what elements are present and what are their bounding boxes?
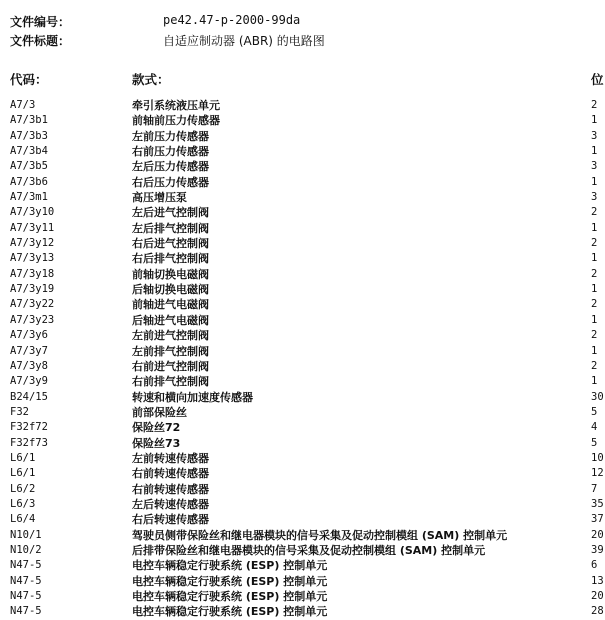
row-code: A7/3y13 — [10, 252, 55, 265]
row-code: A7/3y10 — [10, 206, 55, 219]
row-code: A7/3y11 — [10, 221, 55, 234]
row-position: 4 — [591, 421, 598, 434]
row-code: A7/3y9 — [10, 375, 48, 388]
column-header-code: 代码： — [10, 72, 48, 87]
table-row — [0, 282, 605, 297]
row-position: 37 — [591, 513, 604, 526]
row-style: 前轴进气电磁阀 — [132, 298, 209, 312]
row-position: 30 — [591, 390, 604, 403]
row-style: 右前转速传感器 — [132, 467, 209, 481]
row-position: 2 — [591, 206, 598, 219]
row-style: 左前排气控制阀 — [132, 344, 209, 358]
table-row — [0, 113, 605, 128]
row-position: 7 — [591, 482, 598, 495]
doc-number-label: 文件编号： — [10, 15, 71, 29]
table-row — [0, 205, 605, 220]
row-code: L6/3 — [10, 497, 36, 510]
row-code: A7/3m1 — [10, 191, 48, 204]
row-code: A7/3y22 — [10, 298, 55, 311]
row-style: 左后进气控制阀 — [132, 206, 209, 220]
row-style: 前轴前压力传感器 — [132, 114, 220, 128]
row-position: 1 — [591, 313, 598, 326]
row-style: 右后转速传感器 — [132, 513, 209, 527]
row-code: F32f72 — [10, 421, 48, 434]
doc-title-label: 文件标题： — [10, 34, 71, 48]
row-code: N47-5 — [10, 605, 42, 618]
row-position: 1 — [591, 114, 598, 127]
row-code: A7/3b6 — [10, 175, 48, 188]
row-position: 1 — [591, 252, 598, 265]
row-code: N10/1 — [10, 528, 42, 541]
row-code: L6/4 — [10, 513, 36, 526]
row-code: L6/1 — [10, 467, 36, 480]
row-position: 1 — [591, 221, 598, 234]
table-row — [0, 543, 605, 558]
component-table — [0, 98, 605, 620]
row-code: A7/3b4 — [10, 145, 48, 158]
row-style: 右后进气控制阀 — [132, 237, 209, 251]
table-row — [0, 313, 605, 328]
row-code: A7/3y8 — [10, 359, 48, 372]
table-row — [0, 466, 605, 481]
row-position: 35 — [591, 497, 604, 510]
row-code: L6/1 — [10, 451, 36, 464]
row-position: 3 — [591, 129, 598, 142]
row-code: A7/3y19 — [10, 283, 55, 296]
row-style: 驾驶员侧带保险丝和继电器模块的信号采集及促动控制模组 (SAM) 控制单元 — [132, 528, 508, 542]
row-position: 2 — [591, 267, 598, 280]
table-row — [0, 190, 605, 205]
table-row — [0, 574, 605, 589]
table-row — [0, 390, 605, 405]
table-row — [0, 512, 605, 527]
table-row — [0, 420, 605, 435]
row-position: 1 — [591, 375, 598, 388]
row-style: 电控车辆稳定行驶系统 (ESP) 控制单元 — [132, 590, 328, 603]
row-code: B24/15 — [10, 390, 48, 403]
row-code: A7/3 — [10, 99, 36, 111]
row-position: 6 — [591, 559, 598, 572]
row-style: 高压增压泵 — [132, 191, 187, 205]
row-style: 右前进气控制阀 — [132, 359, 209, 373]
row-code: N47-5 — [10, 574, 42, 587]
table-row — [0, 251, 605, 266]
row-code: N47-5 — [10, 590, 42, 602]
table-row — [0, 297, 605, 312]
row-code: N10/2 — [10, 543, 42, 556]
row-style: 左后排气控制阀 — [132, 221, 209, 235]
table-row — [0, 221, 605, 236]
row-style: 电控车辆稳定行驶系统 (ESP) 控制单元 — [132, 605, 328, 619]
row-code: A7/3y23 — [10, 313, 55, 326]
row-style: 保险丝72 — [132, 421, 181, 435]
row-style: 右前排气控制阀 — [132, 375, 209, 389]
row-position: 1 — [591, 283, 598, 296]
row-style: 后排带保险丝和继电器模块的信号采集及促动控制模组 (SAM) 控制单元 — [132, 543, 486, 557]
doc-title-value: 自适应制动器 (ABR) 的电路图 — [163, 34, 325, 48]
table-row — [0, 359, 605, 374]
row-position: 13 — [591, 574, 604, 587]
row-style: 左后转速传感器 — [132, 497, 209, 511]
table-row — [0, 328, 605, 343]
table-row — [0, 482, 605, 497]
row-position: 39 — [591, 543, 604, 556]
row-position: 5 — [591, 405, 598, 418]
table-row — [0, 267, 605, 282]
table-row — [0, 129, 605, 144]
row-style: 右前转速传感器 — [132, 482, 209, 496]
row-style: 保险丝73 — [132, 436, 181, 450]
row-code: F32 — [10, 405, 29, 418]
table-row — [0, 436, 605, 451]
row-style: 后轴进气电磁阀 — [132, 313, 209, 327]
table-row — [0, 374, 605, 389]
row-style: 牵引系统液压单元 — [132, 99, 220, 112]
row-code: A7/3y6 — [10, 329, 48, 342]
row-position: 12 — [591, 467, 604, 480]
table-row — [0, 558, 605, 573]
table-row — [0, 344, 605, 359]
table-row — [0, 144, 605, 159]
row-code: A7/3b3 — [10, 129, 48, 142]
row-style: 左前转速传感器 — [132, 451, 209, 465]
row-position: 28 — [591, 605, 604, 618]
row-code: N47-5 — [10, 559, 42, 572]
row-position: 5 — [591, 436, 598, 449]
row-style: 前部保险丝 — [132, 405, 187, 419]
row-code: A7/3b1 — [10, 114, 48, 127]
table-row — [0, 497, 605, 512]
row-position: 2 — [591, 329, 598, 342]
row-position: 2 — [591, 99, 598, 111]
column-header-position: 位 — [591, 72, 604, 87]
row-position: 1 — [591, 145, 598, 158]
row-code: F32f73 — [10, 436, 48, 449]
table-row — [0, 159, 605, 174]
row-style: 电控车辆稳定行驶系统 (ESP) 控制单元 — [132, 574, 328, 588]
row-style: 后轴切换电磁阀 — [132, 283, 209, 297]
row-code: A7/3b5 — [10, 160, 48, 173]
row-position: 1 — [591, 175, 598, 188]
table-row — [0, 405, 605, 420]
row-code: L6/2 — [10, 482, 36, 495]
row-style: 右后压力传感器 — [132, 175, 209, 189]
table-row — [0, 98, 605, 113]
row-style: 左前压力传感器 — [132, 129, 209, 143]
table-row — [0, 236, 605, 251]
row-code: A7/3y18 — [10, 267, 55, 280]
row-position: 3 — [591, 160, 598, 173]
row-style: 前轴切换电磁阀 — [132, 267, 209, 281]
table-row — [0, 604, 605, 619]
row-code: A7/3y12 — [10, 237, 55, 250]
row-style: 左后压力传感器 — [132, 160, 209, 174]
row-position: 10 — [591, 451, 604, 464]
row-position: 2 — [591, 298, 598, 311]
row-style: 右后排气控制阀 — [132, 252, 209, 266]
row-style: 右前压力传感器 — [132, 145, 209, 159]
row-position: 20 — [591, 528, 604, 541]
row-style: 左前进气控制阀 — [132, 329, 209, 343]
column-header-style: 款式： — [132, 72, 170, 87]
row-position: 20 — [591, 590, 604, 602]
row-style: 转速和横向加速度传感器 — [132, 390, 253, 404]
table-row — [0, 589, 605, 604]
row-style: 电控车辆稳定行驶系统 (ESP) 控制单元 — [132, 559, 328, 573]
table-row — [0, 528, 605, 543]
row-position: 1 — [591, 344, 598, 357]
table-row — [0, 175, 605, 190]
row-position: 3 — [591, 191, 598, 204]
doc-number-value: pe42.47-p-2000-99da — [163, 13, 301, 27]
row-code: A7/3y7 — [10, 344, 48, 357]
row-position: 2 — [591, 237, 598, 250]
table-row — [0, 451, 605, 466]
row-position: 2 — [591, 359, 598, 372]
